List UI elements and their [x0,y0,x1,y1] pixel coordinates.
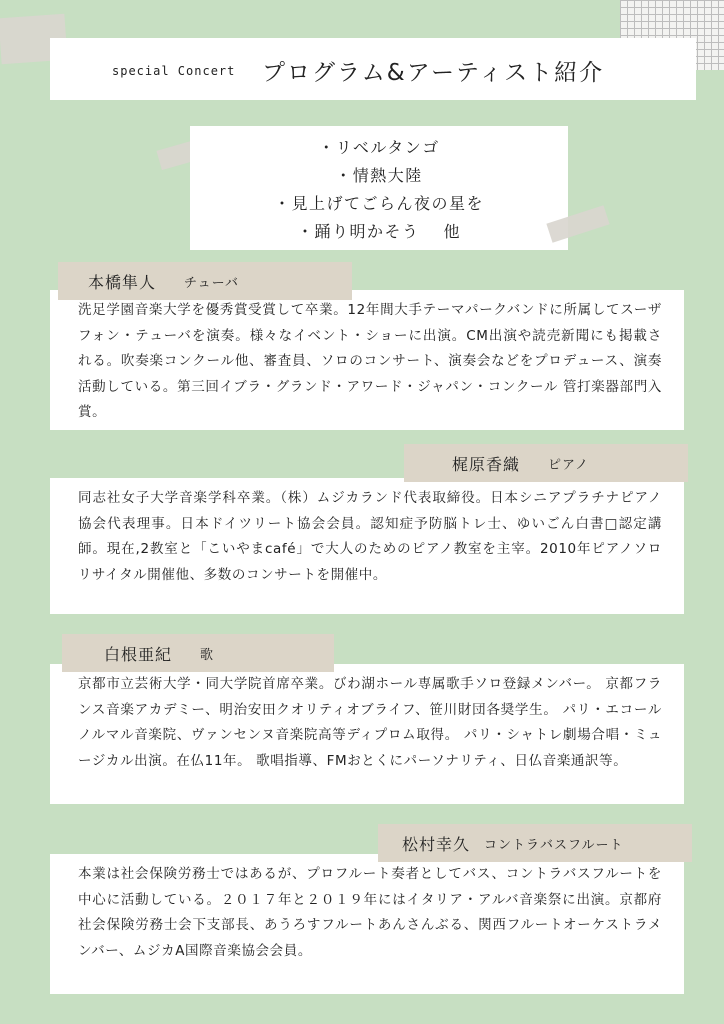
program-card [190,126,568,250]
artist-instrument: コントラバスフルート [484,837,624,853]
artist-instrument: チューバ [184,275,239,291]
artist-bio: 同志社女子大学音楽学科卒業。（株）ムジカランド代表取締役。日本シニアプラチナピアノ協会代表理事。日本ドイツリート協会会員。認知症予防脳トレ士、ゆいごん白書□認定講師。現在,2教室と「こいやまcafé」で大人のためのピアノ教室を主宰。2010年ピアノソロリサイタル開催他、多数のコンサートを開催中。 [78,490,662,583]
artist-bio-card [50,290,684,430]
artist-bio-card [50,664,684,804]
header-card [50,38,696,100]
artist-name-tape [404,444,688,482]
page-title: プログラム&アーティスト紹介 [262,60,605,86]
artist-instrument: ピアノ [548,457,589,473]
artist-name-tape [58,262,352,300]
artist-bio: 本業は社会保険労務士ではあるが、プロフルート奏者としてバス、コントラバスフルートを中心に活動している。２０１７年と２０１９年にはイタリア・アルバ音楽祭に出演。京都府社会保険労務士会下支部長、あうろすフルートあんさんぶる、関西フルートオーケストラメンバー、ムジカA国際音楽協会会員。 [78,866,662,959]
program-item: ・リベルタンゴ [318,138,440,157]
artist-name-tape [378,824,692,862]
artist-name-tape [62,634,334,672]
artist-bio: 京都市立芸術大学・同大学院首席卒業。びわ湖ホール専属歌手ソロ登録メンバー。 京都フランス音楽アカデミー、明治安田クオリティオブライフ、笹川財団各奨学生。 パリ・エコールノルマル音楽院、ヴァンセンヌ音楽院高等ディプロム取得。 パリ・シャトレ劇場合唱・ミュージカル出演。在仏11年。 歌唱指導、FMおとくにパーソナリティ、日仏音楽通訳等。 [78,676,662,769]
program-item: ・情熱大陸 [335,166,423,185]
artist-name: 本橋隼人 [88,272,157,292]
program-list [190,126,568,246]
artist-instrument: 歌 [200,647,215,663]
artist-name: 白根亜紀 [104,644,173,664]
artist-bio-card [50,854,684,994]
header-subtitle: special Concert [112,64,236,78]
program-item: ・見上げてごらん夜の星を [273,194,484,213]
artist-bio: 洗足学園音楽大学を優秀賞受賞して卒業。12年間大手テーマパークバンドに所属してスーザフォン・テューバを演奏。様々なイベント・ショーに出演。CM出演や読売新聞にも掲載される。吹奏楽コンクール他、審査員、ソロのコンサート、演奏会などをプロデュース、演奏活動している。第三回イブラ・グランド・アワード・ジャパン・コンクール 管打楽器部門入賞。 [78,302,662,420]
artist-name: 梶原香織 [452,454,521,474]
artist-bio-card [50,478,684,614]
program-item: ・踊り明かそう 他 [296,222,462,241]
artist-name: 松村幸久 [402,834,471,854]
